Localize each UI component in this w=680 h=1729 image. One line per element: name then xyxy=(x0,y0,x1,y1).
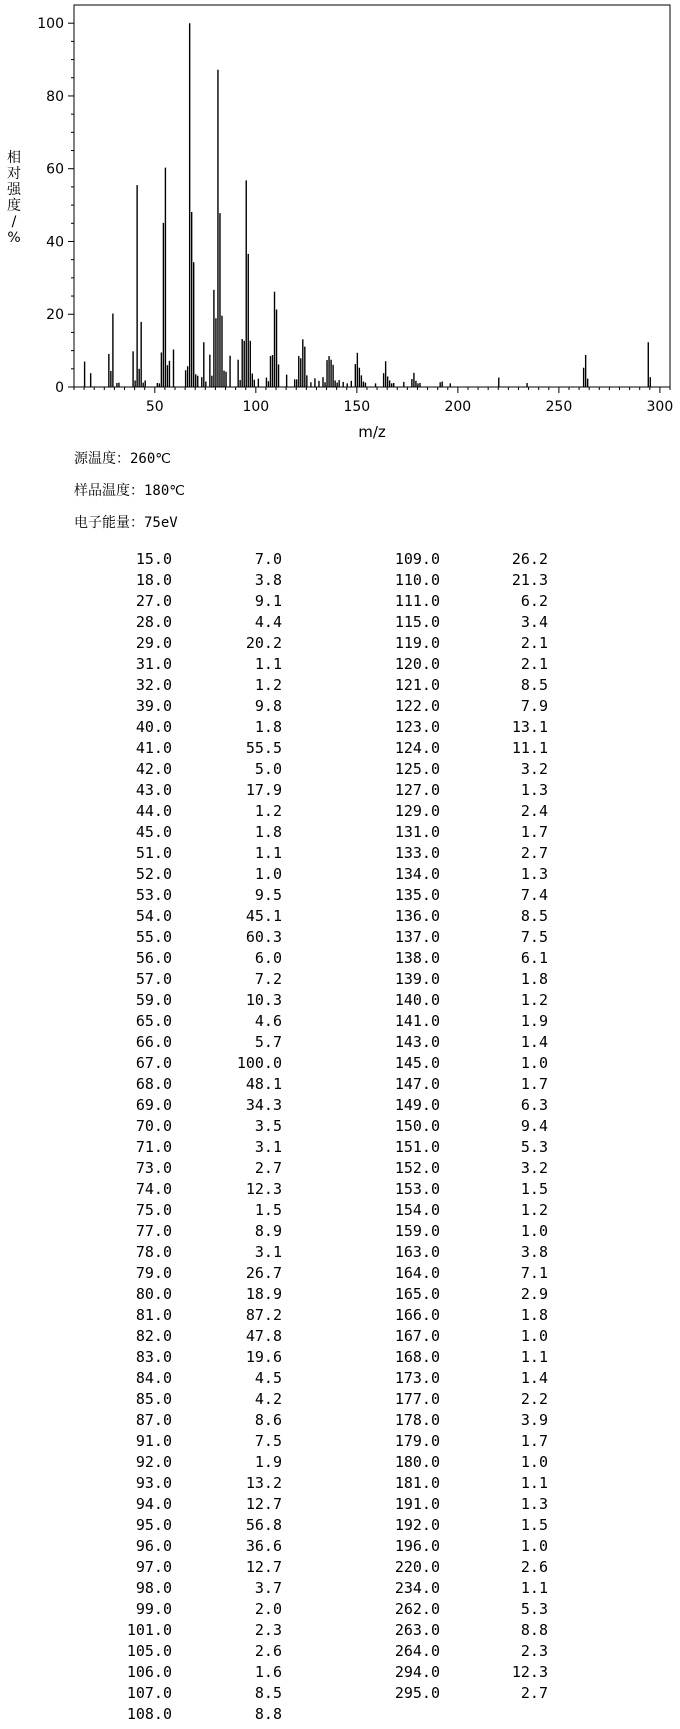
table-cell-mz: 97.0 xyxy=(135,1558,172,1576)
table-cell-intensity: 6.3 xyxy=(520,1096,548,1114)
table-cell-intensity: 3.7 xyxy=(254,1579,282,1597)
table-cell-intensity: 1.0 xyxy=(520,1453,548,1471)
table-cell-mz: 67.0 xyxy=(135,1054,172,1072)
table-cell-intensity: 8.5 xyxy=(520,676,548,694)
table-cell-intensity: 13.2 xyxy=(245,1474,282,1492)
table-cell-intensity: 1.1 xyxy=(254,655,282,673)
table-cell-intensity: 6.2 xyxy=(520,592,548,610)
table-cell-mz: 31.0 xyxy=(135,655,172,673)
table-cell-intensity: 2.1 xyxy=(520,655,548,673)
table-cell-mz: 51.0 xyxy=(135,844,172,862)
table-cell-intensity: 1.0 xyxy=(520,1222,548,1240)
table-cell-intensity: 9.4 xyxy=(520,1117,548,1135)
table-cell-mz: 41.0 xyxy=(135,739,172,757)
table-cell-mz: 81.0 xyxy=(135,1306,172,1324)
table-cell-mz: 262.0 xyxy=(394,1600,440,1618)
table-cell-mz: 107.0 xyxy=(126,1684,172,1702)
table-cell-mz: 56.0 xyxy=(135,949,172,967)
table-cell-mz: 143.0 xyxy=(394,1033,440,1051)
table-cell-mz: 131.0 xyxy=(394,823,440,841)
table-cell-intensity: 1.1 xyxy=(254,844,282,862)
table-cell-mz: 92.0 xyxy=(135,1453,172,1471)
table-cell-mz: 139.0 xyxy=(394,970,440,988)
table-cell-mz: 127.0 xyxy=(394,781,440,799)
table-cell-mz: 108.0 xyxy=(126,1705,172,1723)
table-cell-mz: 147.0 xyxy=(394,1075,440,1093)
table-cell-mz: 78.0 xyxy=(135,1243,172,1261)
electron-energy xyxy=(74,512,178,532)
table-cell-mz: 135.0 xyxy=(394,886,440,904)
table-cell-mz: 120.0 xyxy=(394,655,440,673)
table-cell-intensity: 1.4 xyxy=(520,1369,548,1387)
mass-spectrum-chart xyxy=(0,0,680,450)
table-cell-intensity: 87.2 xyxy=(245,1306,282,1324)
table-cell-mz: 165.0 xyxy=(394,1285,440,1303)
table-cell-intensity: 1.3 xyxy=(520,1495,548,1513)
sample-temperature-label: 样品温度： xyxy=(74,483,144,499)
table-cell-mz: 45.0 xyxy=(135,823,172,841)
y-axis-label-char: 对 xyxy=(7,166,21,182)
table-cell-mz: 105.0 xyxy=(126,1642,172,1660)
table-cell-mz: 264.0 xyxy=(394,1642,440,1660)
table-cell-intensity: 3.1 xyxy=(254,1138,282,1156)
table-cell-intensity: 48.1 xyxy=(245,1075,282,1093)
table-cell-mz: 42.0 xyxy=(135,760,172,778)
table-cell-intensity: 2.7 xyxy=(254,1159,282,1177)
y-tick-label: 100 xyxy=(37,16,64,33)
table-cell-intensity: 2.2 xyxy=(520,1390,548,1408)
table-cell-mz: 263.0 xyxy=(394,1621,440,1639)
table-cell-mz: 94.0 xyxy=(135,1495,172,1513)
table-cell-intensity: 19.6 xyxy=(245,1348,282,1366)
table-cell-intensity: 6.0 xyxy=(254,949,282,967)
table-cell-mz: 145.0 xyxy=(394,1054,440,1072)
table-cell-intensity: 8.8 xyxy=(254,1705,282,1723)
table-cell-intensity: 1.5 xyxy=(520,1180,548,1198)
table-cell-intensity: 17.9 xyxy=(245,781,282,799)
table-cell-mz: 179.0 xyxy=(394,1432,440,1450)
table-cell-intensity: 1.5 xyxy=(254,1201,282,1219)
table-cell-mz: 129.0 xyxy=(394,802,440,820)
y-tick-label: 60 xyxy=(46,161,64,178)
table-cell-mz: 166.0 xyxy=(394,1306,440,1324)
table-cell-mz: 82.0 xyxy=(135,1327,172,1345)
table-cell-intensity: 5.0 xyxy=(254,760,282,778)
electron-energy-value: 75eV xyxy=(144,515,178,531)
table-cell-intensity: 2.6 xyxy=(254,1642,282,1660)
table-cell-intensity: 9.1 xyxy=(254,592,282,610)
table-cell-intensity: 8.8 xyxy=(520,1621,548,1639)
peak-bars xyxy=(85,23,651,387)
table-cell-mz: 164.0 xyxy=(394,1264,440,1282)
source-temperature-label: 源温度： xyxy=(74,451,130,467)
y-axis-label-char: 相 xyxy=(7,150,21,166)
table-cell-intensity: 5.3 xyxy=(520,1600,548,1618)
table-cell-mz: 149.0 xyxy=(394,1096,440,1114)
table-col-mz-1 xyxy=(110,549,172,1725)
x-axis-label: m/z xyxy=(358,423,386,441)
table-cell-mz: 83.0 xyxy=(135,1348,172,1366)
table-cell-intensity: 7.4 xyxy=(520,886,548,904)
table-cell-intensity: 11.1 xyxy=(511,739,548,757)
table-cell-mz: 15.0 xyxy=(135,550,172,568)
table-cell-mz: 192.0 xyxy=(394,1516,440,1534)
table-cell-mz: 151.0 xyxy=(394,1138,440,1156)
table-cell-mz: 52.0 xyxy=(135,865,172,883)
table-cell-mz: 154.0 xyxy=(394,1201,440,1219)
x-tick-label: 300 xyxy=(646,399,674,415)
table-cell-mz: 85.0 xyxy=(135,1390,172,1408)
electron-energy-label: 电子能量： xyxy=(74,515,144,531)
table-cell-intensity: 1.5 xyxy=(520,1516,548,1534)
table-cell-mz: 119.0 xyxy=(394,634,440,652)
table-cell-mz: 84.0 xyxy=(135,1369,172,1387)
table-cell-intensity: 2.6 xyxy=(520,1558,548,1576)
x-tick-label: 150 xyxy=(343,399,371,415)
table-cell-intensity: 4.4 xyxy=(254,613,282,631)
table-cell-mz: 28.0 xyxy=(135,613,172,631)
table-cell-intensity: 1.1 xyxy=(520,1579,548,1597)
table-cell-intensity: 3.1 xyxy=(254,1243,282,1261)
table-cell-mz: 75.0 xyxy=(135,1201,172,1219)
table-cell-intensity: 1.3 xyxy=(520,865,548,883)
y-axis-label-char: / xyxy=(11,214,17,230)
table-cell-intensity: 36.6 xyxy=(245,1537,282,1555)
table-cell-intensity: 1.2 xyxy=(520,991,548,1009)
table-cell-mz: 140.0 xyxy=(394,991,440,1009)
table-cell-intensity: 1.3 xyxy=(520,781,548,799)
table-cell-mz: 133.0 xyxy=(394,844,440,862)
sample-temperature xyxy=(74,480,185,500)
table-cell-intensity: 7.9 xyxy=(520,697,548,715)
table-cell-mz: 111.0 xyxy=(394,592,440,610)
table-cell-mz: 110.0 xyxy=(394,571,440,589)
table-cell-intensity: 47.8 xyxy=(245,1327,282,1345)
table-cell-intensity: 1.2 xyxy=(254,676,282,694)
table-cell-mz: 191.0 xyxy=(394,1495,440,1513)
table-cell-intensity: 1.6 xyxy=(254,1663,282,1681)
table-cell-mz: 69.0 xyxy=(135,1096,172,1114)
table-cell-mz: 115.0 xyxy=(394,613,440,631)
table-cell-intensity: 2.3 xyxy=(254,1621,282,1639)
table-cell-mz: 96.0 xyxy=(135,1537,172,1555)
table-cell-mz: 73.0 xyxy=(135,1159,172,1177)
y-axis-label-char: 强 xyxy=(7,182,21,198)
table-cell-intensity: 8.5 xyxy=(254,1684,282,1702)
table-cell-mz: 295.0 xyxy=(394,1684,440,1702)
table-cell-intensity: 3.2 xyxy=(520,1159,548,1177)
table-cell-intensity: 100.0 xyxy=(236,1054,282,1072)
table-cell-mz: 95.0 xyxy=(135,1516,172,1534)
table-cell-mz: 54.0 xyxy=(135,907,172,925)
table-cell-mz: 101.0 xyxy=(126,1621,172,1639)
table-cell-intensity: 1.9 xyxy=(254,1453,282,1471)
table-cell-intensity: 7.5 xyxy=(520,928,548,946)
x-tick-label: 250 xyxy=(545,399,573,415)
table-cell-mz: 39.0 xyxy=(135,697,172,715)
table-cell-intensity: 26.7 xyxy=(245,1264,282,1282)
table-cell-intensity: 2.7 xyxy=(520,844,548,862)
x-tick-label: 100 xyxy=(242,399,270,415)
table-cell-mz: 180.0 xyxy=(394,1453,440,1471)
table-cell-mz: 40.0 xyxy=(135,718,172,736)
table-cell-intensity: 7.2 xyxy=(254,970,282,988)
table-cell-mz: 125.0 xyxy=(394,760,440,778)
y-axis-label xyxy=(6,150,22,246)
table-col-mz-2 xyxy=(378,549,440,1704)
table-cell-mz: 109.0 xyxy=(394,550,440,568)
table-cell-intensity: 7.5 xyxy=(254,1432,282,1450)
table-cell-mz: 177.0 xyxy=(394,1390,440,1408)
table-cell-mz: 66.0 xyxy=(135,1033,172,1051)
table-cell-intensity: 3.9 xyxy=(520,1411,548,1429)
table-cell-intensity: 8.6 xyxy=(254,1411,282,1429)
table-cell-mz: 124.0 xyxy=(394,739,440,757)
table-cell-intensity: 6.1 xyxy=(520,949,548,967)
table-cell-mz: 167.0 xyxy=(394,1327,440,1345)
table-cell-mz: 153.0 xyxy=(394,1180,440,1198)
y-axis-label-char: 度 xyxy=(7,198,21,214)
table-cell-intensity: 7.1 xyxy=(520,1264,548,1282)
table-cell-mz: 71.0 xyxy=(135,1138,172,1156)
table-cell-intensity: 1.1 xyxy=(520,1474,548,1492)
table-cell-intensity: 4.6 xyxy=(254,1012,282,1030)
table-cell-mz: 77.0 xyxy=(135,1222,172,1240)
source-temperature xyxy=(74,448,171,468)
table-cell-intensity: 8.5 xyxy=(520,907,548,925)
table-cell-mz: 53.0 xyxy=(135,886,172,904)
table-cell-intensity: 13.1 xyxy=(511,718,548,736)
table-cell-intensity: 5.3 xyxy=(520,1138,548,1156)
table-cell-mz: 150.0 xyxy=(394,1117,440,1135)
table-cell-intensity: 3.8 xyxy=(254,571,282,589)
table-cell-intensity: 1.9 xyxy=(520,1012,548,1030)
y-axis-label-char: % xyxy=(7,230,21,246)
table-cell-mz: 74.0 xyxy=(135,1180,172,1198)
table-cell-intensity: 2.9 xyxy=(520,1285,548,1303)
table-cell-mz: 29.0 xyxy=(135,634,172,652)
table-cell-intensity: 1.7 xyxy=(520,1075,548,1093)
table-cell-mz: 57.0 xyxy=(135,970,172,988)
table-cell-intensity: 1.0 xyxy=(254,865,282,883)
table-cell-mz: 121.0 xyxy=(394,676,440,694)
table-cell-intensity: 34.3 xyxy=(245,1096,282,1114)
table-cell-intensity: 3.2 xyxy=(520,760,548,778)
table-cell-intensity: 3.5 xyxy=(254,1117,282,1135)
table-cell-intensity: 3.8 xyxy=(520,1243,548,1261)
table-cell-mz: 91.0 xyxy=(135,1432,172,1450)
table-cell-intensity: 2.7 xyxy=(520,1684,548,1702)
table-cell-mz: 137.0 xyxy=(394,928,440,946)
table-cell-intensity: 55.5 xyxy=(245,739,282,757)
table-cell-mz: 70.0 xyxy=(135,1117,172,1135)
x-tick-label: 200 xyxy=(444,399,472,415)
y-tick-label: 80 xyxy=(46,88,64,105)
table-cell-intensity: 1.2 xyxy=(520,1201,548,1219)
table-cell-mz: 123.0 xyxy=(394,718,440,736)
table-cell-intensity: 1.7 xyxy=(520,1432,548,1450)
table-cell-mz: 59.0 xyxy=(135,991,172,1009)
table-cell-mz: 43.0 xyxy=(135,781,172,799)
table-cell-mz: 159.0 xyxy=(394,1222,440,1240)
table-cell-intensity: 60.3 xyxy=(245,928,282,946)
table-cell-mz: 122.0 xyxy=(394,697,440,715)
table-cell-mz: 27.0 xyxy=(135,592,172,610)
table-cell-mz: 68.0 xyxy=(135,1075,172,1093)
table-cell-intensity: 12.7 xyxy=(245,1558,282,1576)
table-col-intensity-1 xyxy=(220,549,282,1725)
table-cell-intensity: 10.3 xyxy=(245,991,282,1009)
table-cell-mz: 136.0 xyxy=(394,907,440,925)
table-cell-intensity: 1.0 xyxy=(520,1327,548,1345)
table-cell-mz: 55.0 xyxy=(135,928,172,946)
table-cell-intensity: 1.8 xyxy=(520,970,548,988)
table-cell-intensity: 12.3 xyxy=(245,1180,282,1198)
table-cell-intensity: 1.0 xyxy=(520,1537,548,1555)
table-cell-intensity: 20.2 xyxy=(245,634,282,652)
table-cell-mz: 294.0 xyxy=(394,1663,440,1681)
y-tick-label: 40 xyxy=(46,234,64,251)
table-cell-mz: 32.0 xyxy=(135,676,172,694)
table-cell-mz: 152.0 xyxy=(394,1159,440,1177)
table-cell-mz: 134.0 xyxy=(394,865,440,883)
x-tick-label: 50 xyxy=(145,399,164,415)
table-cell-mz: 80.0 xyxy=(135,1285,172,1303)
y-tick-label: 0 xyxy=(55,380,64,396)
table-cell-intensity: 18.9 xyxy=(245,1285,282,1303)
table-cell-mz: 18.0 xyxy=(135,571,172,589)
table-cell-intensity: 1.4 xyxy=(520,1033,548,1051)
table-cell-mz: 178.0 xyxy=(394,1411,440,1429)
table-cell-intensity: 7.0 xyxy=(254,550,282,568)
table-cell-mz: 168.0 xyxy=(394,1348,440,1366)
table-cell-intensity: 56.8 xyxy=(245,1516,282,1534)
table-cell-mz: 220.0 xyxy=(394,1558,440,1576)
table-cell-intensity: 1.2 xyxy=(254,802,282,820)
table-cell-mz: 79.0 xyxy=(135,1264,172,1282)
table-cell-intensity: 1.0 xyxy=(520,1054,548,1072)
table-cell-intensity: 3.4 xyxy=(520,613,548,631)
table-cell-intensity: 1.7 xyxy=(520,823,548,841)
table-cell-intensity: 9.5 xyxy=(254,886,282,904)
table-cell-intensity: 2.1 xyxy=(520,634,548,652)
table-cell-intensity: 1.8 xyxy=(520,1306,548,1324)
table-cell-mz: 93.0 xyxy=(135,1474,172,1492)
sample-temperature-value: 180℃ xyxy=(144,483,186,499)
table-cell-mz: 98.0 xyxy=(135,1579,172,1597)
table-cell-mz: 87.0 xyxy=(135,1411,172,1429)
table-cell-mz: 234.0 xyxy=(394,1579,440,1597)
table-cell-intensity: 4.2 xyxy=(254,1390,282,1408)
table-cell-mz: 163.0 xyxy=(394,1243,440,1261)
table-cell-intensity: 2.4 xyxy=(520,802,548,820)
table-cell-intensity: 1.1 xyxy=(520,1348,548,1366)
table-cell-mz: 106.0 xyxy=(126,1663,172,1681)
table-cell-intensity: 9.8 xyxy=(254,697,282,715)
y-tick-label: 20 xyxy=(46,307,64,324)
table-cell-mz: 44.0 xyxy=(135,802,172,820)
table-cell-intensity: 26.2 xyxy=(511,550,548,568)
table-cell-intensity: 5.7 xyxy=(254,1033,282,1051)
table-cell-intensity: 1.8 xyxy=(254,718,282,736)
table-cell-mz: 173.0 xyxy=(394,1369,440,1387)
table-cell-mz: 99.0 xyxy=(135,1600,172,1618)
source-temperature-value: 260℃ xyxy=(130,451,172,467)
table-cell-intensity: 8.9 xyxy=(254,1222,282,1240)
table-cell-intensity: 12.7 xyxy=(245,1495,282,1513)
table-cell-mz: 181.0 xyxy=(394,1474,440,1492)
table-cell-intensity: 2.0 xyxy=(254,1600,282,1618)
table-cell-intensity: 2.3 xyxy=(520,1642,548,1660)
table-cell-mz: 196.0 xyxy=(394,1537,440,1555)
table-cell-mz: 65.0 xyxy=(135,1012,172,1030)
table-cell-mz: 138.0 xyxy=(394,949,440,967)
table-col-intensity-2 xyxy=(486,549,548,1704)
table-cell-intensity: 4.5 xyxy=(254,1369,282,1387)
table-cell-intensity: 1.8 xyxy=(254,823,282,841)
table-cell-mz: 141.0 xyxy=(394,1012,440,1030)
table-cell-intensity: 45.1 xyxy=(245,907,282,925)
table-cell-intensity: 21.3 xyxy=(511,571,548,589)
table-cell-intensity: 12.3 xyxy=(511,1663,548,1681)
